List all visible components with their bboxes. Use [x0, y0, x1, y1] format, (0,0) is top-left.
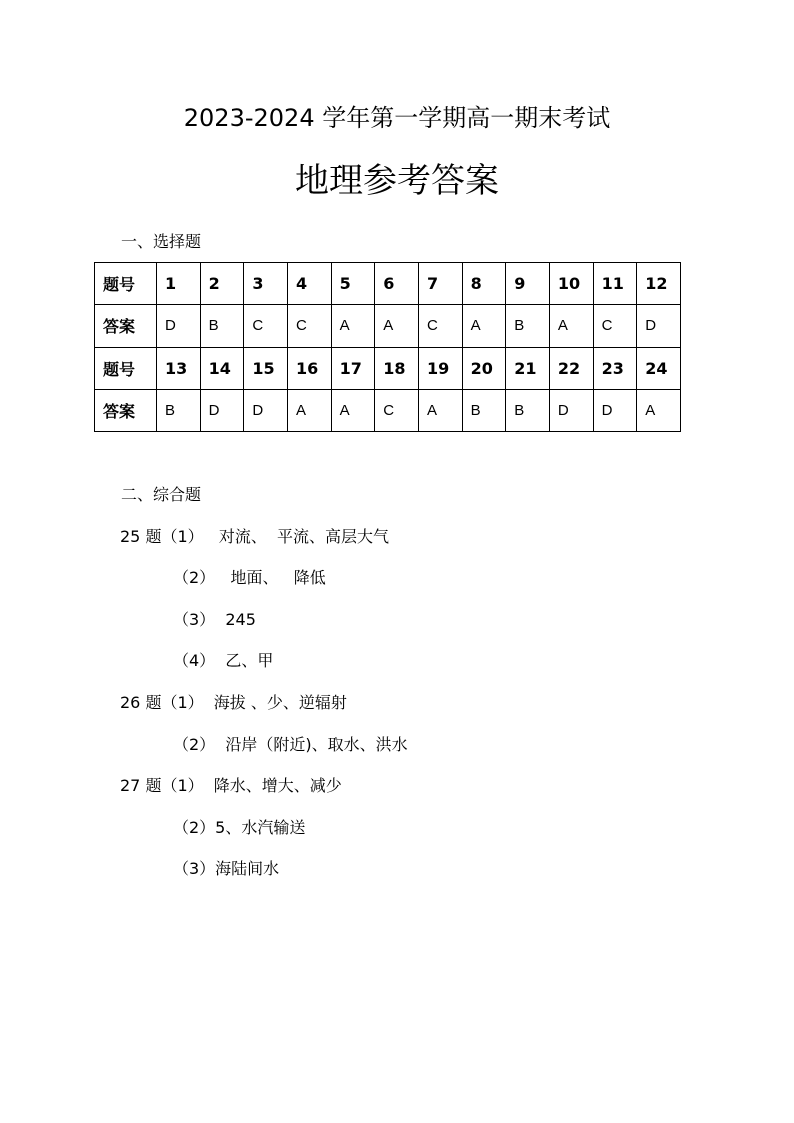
answer-letter: B: [506, 389, 550, 431]
answer-letter: D: [244, 389, 288, 431]
question-number: 18: [375, 347, 419, 389]
question-number: 15: [244, 347, 288, 389]
answer-letter: A: [462, 305, 506, 347]
row-label-question: 题号: [95, 347, 157, 389]
answer-letter: C: [418, 305, 462, 347]
question-number: 6: [375, 263, 419, 305]
answer-letter: A: [331, 305, 375, 347]
question-number: 4: [287, 263, 331, 305]
exam-title: 2023-2024 学年第一学期高一期末考试: [183, 104, 611, 132]
answer-letter: A: [637, 389, 681, 431]
answer-line-25-1: 25 题（1） 对流、 平流、高层大气: [120, 527, 390, 546]
question-number: 11: [593, 263, 637, 305]
answer-line-25-4: （4） 乙、甲: [173, 651, 274, 670]
answer-letter: D: [157, 305, 201, 347]
row-label-question: 题号: [95, 263, 157, 305]
question-number: 1: [157, 263, 201, 305]
question-number: 14: [200, 347, 244, 389]
answer-letter: B: [506, 305, 550, 347]
section-heading-comprehensive: 二、综合题: [121, 485, 202, 504]
question-number: 17: [331, 347, 375, 389]
answer-letter: A: [331, 389, 375, 431]
question-number: 21: [506, 347, 550, 389]
question-number: 19: [418, 347, 462, 389]
answer-letter: D: [637, 305, 681, 347]
answer-letter: A: [287, 389, 331, 431]
table-row-questions-2: [95, 347, 681, 389]
answer-letter: A: [549, 305, 593, 347]
row-label-answer: 答案: [95, 305, 157, 347]
row-label-answer: 答案: [95, 389, 157, 431]
answer-letter: C: [593, 305, 637, 347]
answer-letter: D: [549, 389, 593, 431]
answer-letter: A: [375, 305, 419, 347]
answer-letter: B: [157, 389, 201, 431]
question-number: 13: [157, 347, 201, 389]
table-row-questions-1: [95, 263, 681, 305]
answer-letter: C: [244, 305, 288, 347]
question-number: 12: [637, 263, 681, 305]
question-number: 8: [462, 263, 506, 305]
subject-title: 地理参考答案: [295, 161, 499, 201]
answer-table: [94, 262, 681, 432]
answer-letter: C: [375, 389, 419, 431]
question-number: 3: [244, 263, 288, 305]
question-number: 10: [549, 263, 593, 305]
question-number: 5: [331, 263, 375, 305]
answer-line-25-2: （2） 地面、 降低: [173, 568, 326, 587]
answer-line-26-2: （2） 沿岸（附近)、取水、洪水: [173, 735, 408, 754]
question-number: 24: [637, 347, 681, 389]
question-number: 23: [593, 347, 637, 389]
answer-line-27-1: 27 题（1） 降水、增大、减少: [120, 776, 342, 795]
table-row-answers-1: [95, 305, 681, 347]
question-number: 16: [287, 347, 331, 389]
answer-line-27-2: （2）5、水汽输送: [173, 818, 306, 837]
answer-letter: A: [418, 389, 462, 431]
answer-letter: B: [200, 305, 244, 347]
answer-line-25-3: （3） 245: [173, 610, 256, 629]
answer-line-26-1: 26 题（1） 海拔 、少、逆辐射: [120, 693, 347, 712]
answer-letter: C: [287, 305, 331, 347]
question-number: 2: [200, 263, 244, 305]
question-number: 22: [549, 347, 593, 389]
answer-letter: D: [593, 389, 637, 431]
section-heading-multiple-choice: 一、选择题: [121, 232, 202, 251]
question-number: 9: [506, 263, 550, 305]
answer-line-27-3: （3）海陆间水: [173, 859, 280, 878]
answer-letter: B: [462, 389, 506, 431]
question-number: 7: [418, 263, 462, 305]
answer-letter: D: [200, 389, 244, 431]
question-number: 20: [462, 347, 506, 389]
table-row-answers-2: [95, 389, 681, 431]
